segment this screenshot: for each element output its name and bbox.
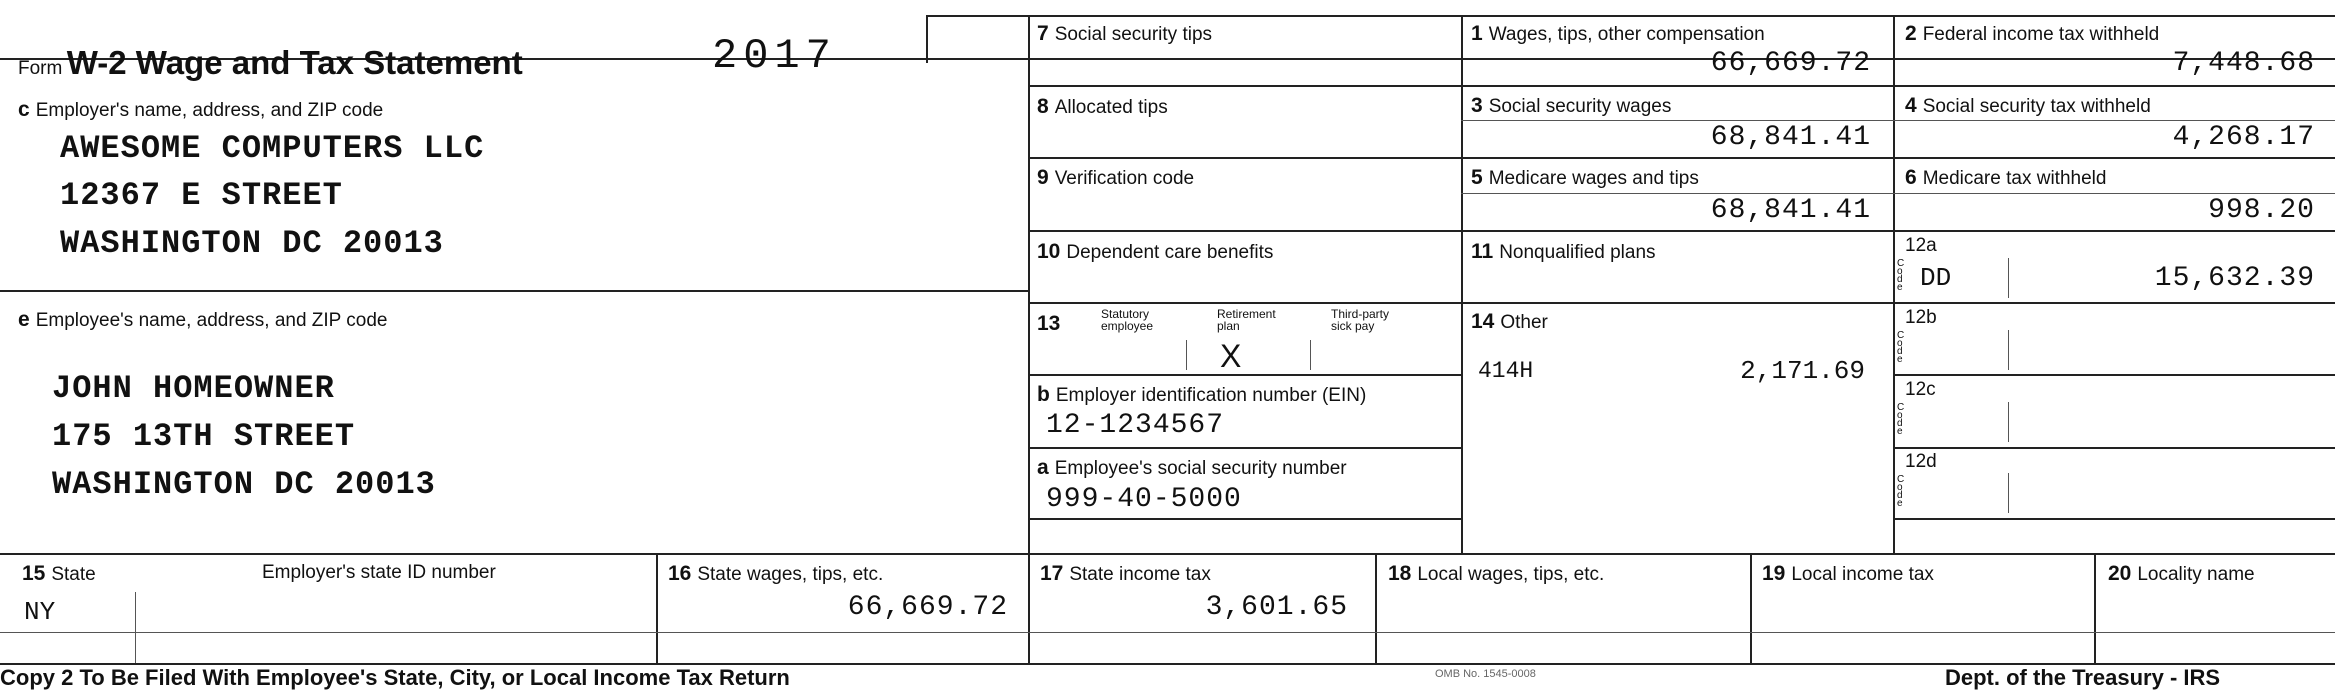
box10-label: 10 Dependent care benefits bbox=[1037, 240, 1274, 263]
box12b-label: 12b bbox=[1905, 307, 1937, 328]
tax-year: 2017 bbox=[712, 32, 837, 80]
box19-label: 19 Local income tax bbox=[1762, 562, 1934, 585]
ssn-value: 999-40-5000 bbox=[1046, 484, 1242, 515]
box15-label: 15 State bbox=[22, 562, 96, 585]
box3-value: 68,841.41 bbox=[1710, 122, 1871, 153]
box5-value: 68,841.41 bbox=[1710, 195, 1871, 226]
box4-value: 4,268.17 bbox=[2172, 122, 2315, 153]
box7-label: 7 Social security tips bbox=[1037, 22, 1213, 45]
box12a-label: 12a bbox=[1905, 235, 1937, 256]
box4-label: 4 Social security tax withheld bbox=[1905, 94, 2151, 117]
employer-name: AWESOME COMPUTERS LLC bbox=[60, 130, 485, 167]
form-title: W-2 Wage and Tax Statement bbox=[66, 44, 523, 81]
box14-amount: 2,171.69 bbox=[1740, 356, 1865, 386]
box17-value: 3,601.65 bbox=[1205, 592, 1348, 623]
box2-label: 2 Federal income tax withheld bbox=[1905, 22, 2160, 45]
box8-label: 8 Allocated tips bbox=[1037, 95, 1168, 118]
box3-label: 3 Social security wages bbox=[1471, 94, 1672, 117]
footer-omb: OMB No. 1545-0008 bbox=[1435, 668, 1536, 680]
box11-label: 11 Nonqualified plans bbox=[1471, 240, 1656, 263]
box6-value: 998.20 bbox=[2208, 195, 2315, 226]
ein-label: b Employer identification number (EIN) bbox=[1037, 383, 1367, 406]
box9-label: 9 Verification code bbox=[1037, 166, 1195, 189]
box12c-label: 12c bbox=[1905, 379, 1936, 400]
box6-label: 6 Medicare tax withheld bbox=[1905, 166, 2107, 189]
box14-label: 14 Other bbox=[1471, 310, 1548, 333]
employee-address1: 175 13TH STREET bbox=[52, 418, 356, 455]
box16-label: 16 State wages, tips, etc. bbox=[668, 562, 884, 585]
ssn-label: a Employee's social security number bbox=[1037, 456, 1347, 479]
footer-treasury: Dept. of the Treasury - IRS bbox=[1945, 665, 2221, 690]
box18-label: 18 Local wages, tips, etc. bbox=[1388, 562, 1605, 585]
footer-copy-text: Copy 2 To Be Filed With Employee's State, City, or Local Income Tax Return bbox=[0, 665, 790, 690]
box12b-code-label: C o d e bbox=[1897, 330, 1905, 365]
box14-code: 414H bbox=[1478, 358, 1534, 384]
employer-address2: WASHINGTON DC 20013 bbox=[60, 225, 444, 262]
state-value: NY bbox=[24, 597, 56, 627]
box16-value: 66,669.72 bbox=[847, 592, 1008, 623]
employer-address1: 12367 E STREET bbox=[60, 177, 343, 214]
box12a-code: DD bbox=[1920, 263, 1952, 293]
box12a-value: 15,632.39 bbox=[2154, 263, 2315, 294]
box5-label: 5 Medicare wages and tips bbox=[1471, 166, 1699, 189]
box13-retirement: Retirement plan bbox=[1217, 307, 1276, 333]
box17-label: 17 State income tax bbox=[1040, 562, 1211, 585]
form-title-row bbox=[18, 44, 523, 82]
form-word: Form bbox=[18, 58, 63, 79]
employee-label: e Employee's name, address, and ZIP code bbox=[18, 308, 388, 331]
box20-label: 20 Locality name bbox=[2108, 562, 2255, 585]
retirement-plan-checkbox[interactable]: X bbox=[1220, 338, 1242, 374]
box12d-label: 12d bbox=[1905, 451, 1937, 472]
employer-label: c Employer's name, address, and ZIP code bbox=[18, 98, 384, 121]
box12c-code-label: C o d e bbox=[1897, 402, 1905, 437]
state-id-label: Employer's state ID number bbox=[262, 562, 496, 583]
ein-value: 12-1234567 bbox=[1046, 410, 1225, 441]
box13-number: 13 bbox=[1037, 312, 1061, 335]
employee-name: JOHN HOMEOWNER bbox=[52, 370, 335, 407]
box12a-code-label: C o d e bbox=[1897, 258, 1905, 293]
employee-address2: WASHINGTON DC 20013 bbox=[52, 466, 436, 503]
box1-value: 66,669.72 bbox=[1710, 48, 1871, 79]
box12d-code-label: C o d e bbox=[1897, 474, 1905, 509]
box1-label: 1 Wages, tips, other compensation bbox=[1471, 22, 1765, 45]
box13-thirdparty: Third-party sick pay bbox=[1331, 307, 1390, 333]
box13-statutory: Statutory employee bbox=[1101, 307, 1154, 333]
box2-value: 7,448.68 bbox=[2172, 48, 2315, 79]
